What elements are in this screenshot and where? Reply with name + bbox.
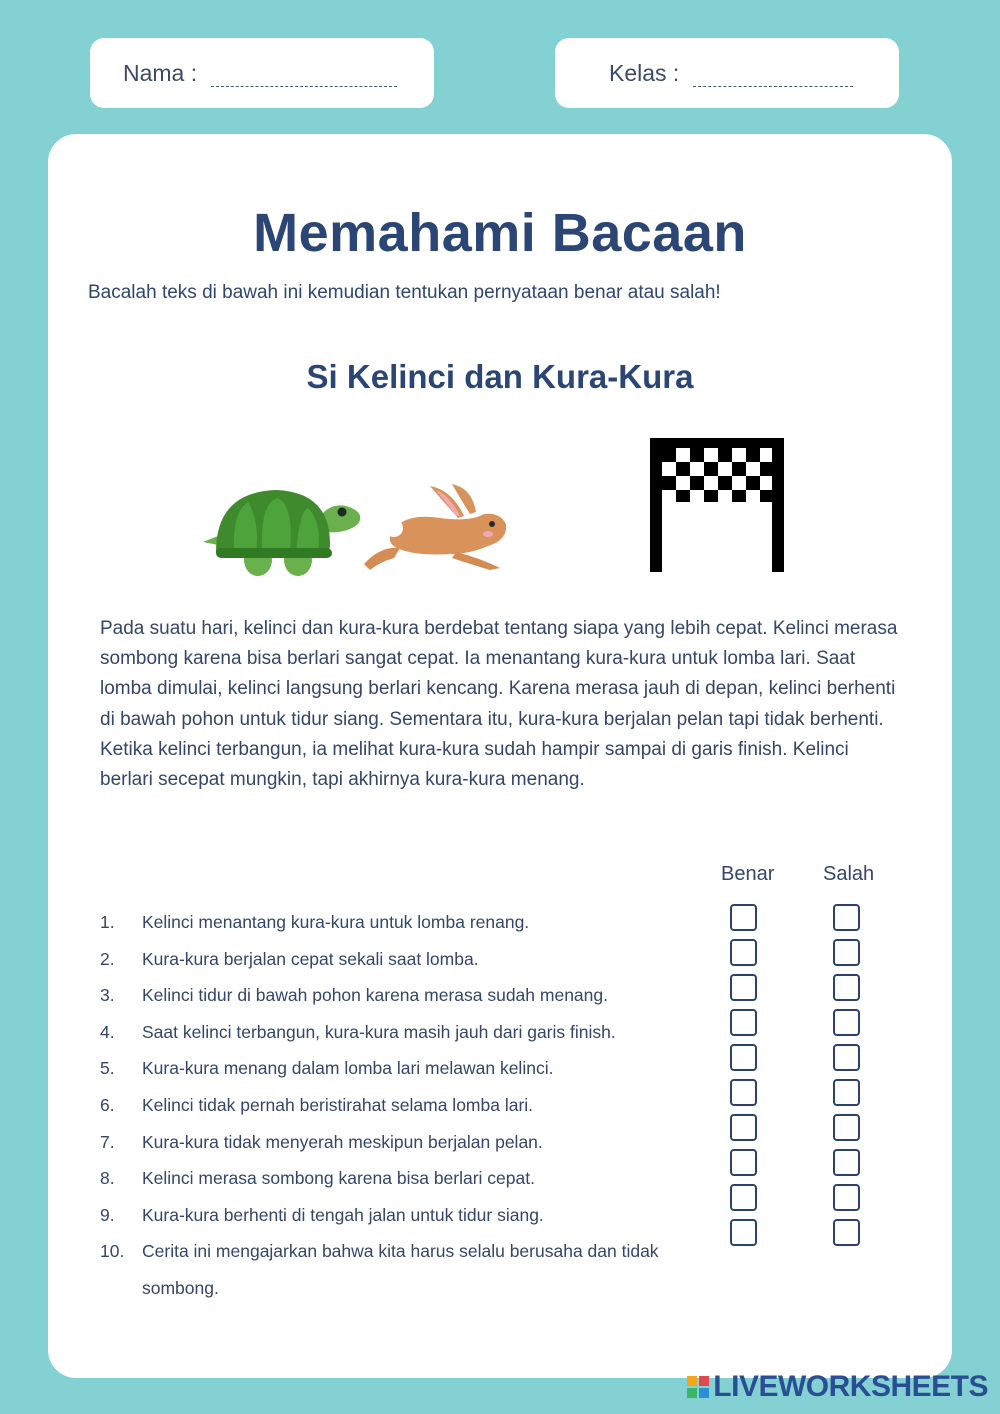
salah-checkbox-4[interactable]	[833, 1009, 860, 1036]
salah-checkbox-2[interactable]	[833, 939, 860, 966]
page-title: Memahami Bacaan	[253, 203, 747, 263]
question-text: Kelinci tidur di bawah pohon karena merasa sudah menang.	[142, 985, 608, 1006]
question-item	[100, 1124, 700, 1161]
worksheet-card	[48, 134, 952, 1378]
class-label: Kelas :	[609, 59, 680, 86]
column-benar-label: Benar	[721, 863, 775, 885]
question-number: 4.	[100, 1021, 115, 1042]
name-label: Nama :	[123, 59, 198, 86]
question-item	[100, 977, 700, 1014]
question-item	[100, 941, 700, 978]
question-item	[100, 904, 700, 941]
question-text: Saat kelinci terbangun, kura-kura masih jauh dari garis finish.	[142, 1021, 616, 1042]
question-item	[100, 1197, 700, 1234]
benar-checkbox-1[interactable]	[730, 904, 757, 931]
benar-checkbox-3[interactable]	[730, 974, 757, 1001]
salah-checkbox-7[interactable]	[833, 1114, 860, 1141]
name-input[interactable]	[211, 73, 397, 87]
question-number: 3.	[100, 985, 115, 1006]
turtle-illustration	[198, 482, 368, 582]
question-item	[100, 1050, 700, 1087]
question-item	[100, 1233, 700, 1306]
benar-checkbox-10[interactable]	[730, 1219, 757, 1246]
question-number: 1.	[100, 912, 115, 932]
question-number: 5.	[100, 1058, 115, 1079]
benar-checkbox-5[interactable]	[730, 1044, 757, 1071]
rabbit-illustration	[360, 484, 510, 574]
benar-checkbox-7[interactable]	[730, 1114, 757, 1141]
question-number: 10.	[100, 1241, 125, 1262]
benar-checkbox-4[interactable]	[730, 1009, 757, 1036]
class-field-box	[555, 38, 899, 108]
question-item	[100, 1014, 700, 1051]
instruction-text: Bacalah teks di bawah ini kemudian tentukan pernyataan benar atau salah!	[88, 282, 721, 303]
liveworksheets-logo	[687, 1370, 988, 1404]
question-text: Kura-kura tidak menyerah meskipun berjalan pelan.	[142, 1131, 543, 1152]
salah-checkbox-8[interactable]	[833, 1149, 860, 1176]
salah-checkbox-1[interactable]	[833, 904, 860, 931]
question-list	[100, 904, 700, 1307]
brand-text: LIVEWORKSHEETS	[713, 1370, 988, 1403]
question-number: 7.	[100, 1131, 115, 1152]
question-text: Cerita ini mengajarkan bahwa kita harus selalu berusaha dan tidak sombong.	[142, 1241, 659, 1298]
question-text: Kelinci merasa sombong karena bisa berlari cepat.	[142, 1168, 535, 1189]
story-paragraph: Pada suatu hari, kelinci dan kura-kura berdebat tentang siapa yang lebih cepat. Kelinci merasa sombong karena bisa berlari sangat cepat. Ia menantang kura-kura untuk lomba lari. Saat lomba dimulai, kelinci langsung berlari kencang. Karena merasa jauh di depan, kelinci berhenti di bawah pohon untuk tidur siang. Sementara itu, kura-kura berjalan pelan tapi tidak berhenti. Ketika kelinci terbangun, ia melihat kura-kura sudah hampir sampai di garis finish. Kelinci berlari secepat mungkin, tapi akhirnya kura-kura menang.	[100, 618, 898, 791]
salah-checkbox-6[interactable]	[833, 1079, 860, 1106]
finish-flag-icon	[648, 436, 788, 576]
benar-checkbox-2[interactable]	[730, 939, 757, 966]
name-field-box	[90, 38, 434, 108]
column-salah-label: Salah	[823, 863, 875, 885]
question-number: 9.	[100, 1204, 115, 1225]
salah-checkbox-3[interactable]	[833, 974, 860, 1001]
salah-checkbox-10[interactable]	[833, 1219, 860, 1246]
question-text: Kelinci tidak pernah beristirahat selama lomba lari.	[142, 1094, 534, 1115]
question-item	[100, 1087, 700, 1124]
question-number: 6.	[100, 1094, 115, 1115]
question-text: Kura-kura menang dalam lomba lari melawan kelinci.	[142, 1058, 554, 1079]
story-title: Si Kelinci dan Kura-Kura	[306, 358, 694, 395]
salah-checkbox-9[interactable]	[833, 1184, 860, 1211]
salah-checkbox-5[interactable]	[833, 1044, 860, 1071]
benar-checkbox-6[interactable]	[730, 1079, 757, 1106]
liveworksheets-logo-icon	[687, 1376, 709, 1398]
question-number: 2.	[100, 948, 115, 969]
question-item	[100, 1160, 700, 1197]
question-text: Kura-kura berhenti di tengah jalan untuk tidur siang.	[142, 1204, 544, 1225]
benar-checkbox-8[interactable]	[730, 1149, 757, 1176]
question-number: 8.	[100, 1168, 115, 1189]
benar-checkbox-9[interactable]	[730, 1184, 757, 1211]
question-text: Kura-kura berjalan cepat sekali saat lomba.	[142, 948, 479, 969]
question-text: Kelinci menantang kura-kura untuk lomba renang.	[142, 912, 530, 932]
class-input[interactable]	[693, 73, 853, 87]
